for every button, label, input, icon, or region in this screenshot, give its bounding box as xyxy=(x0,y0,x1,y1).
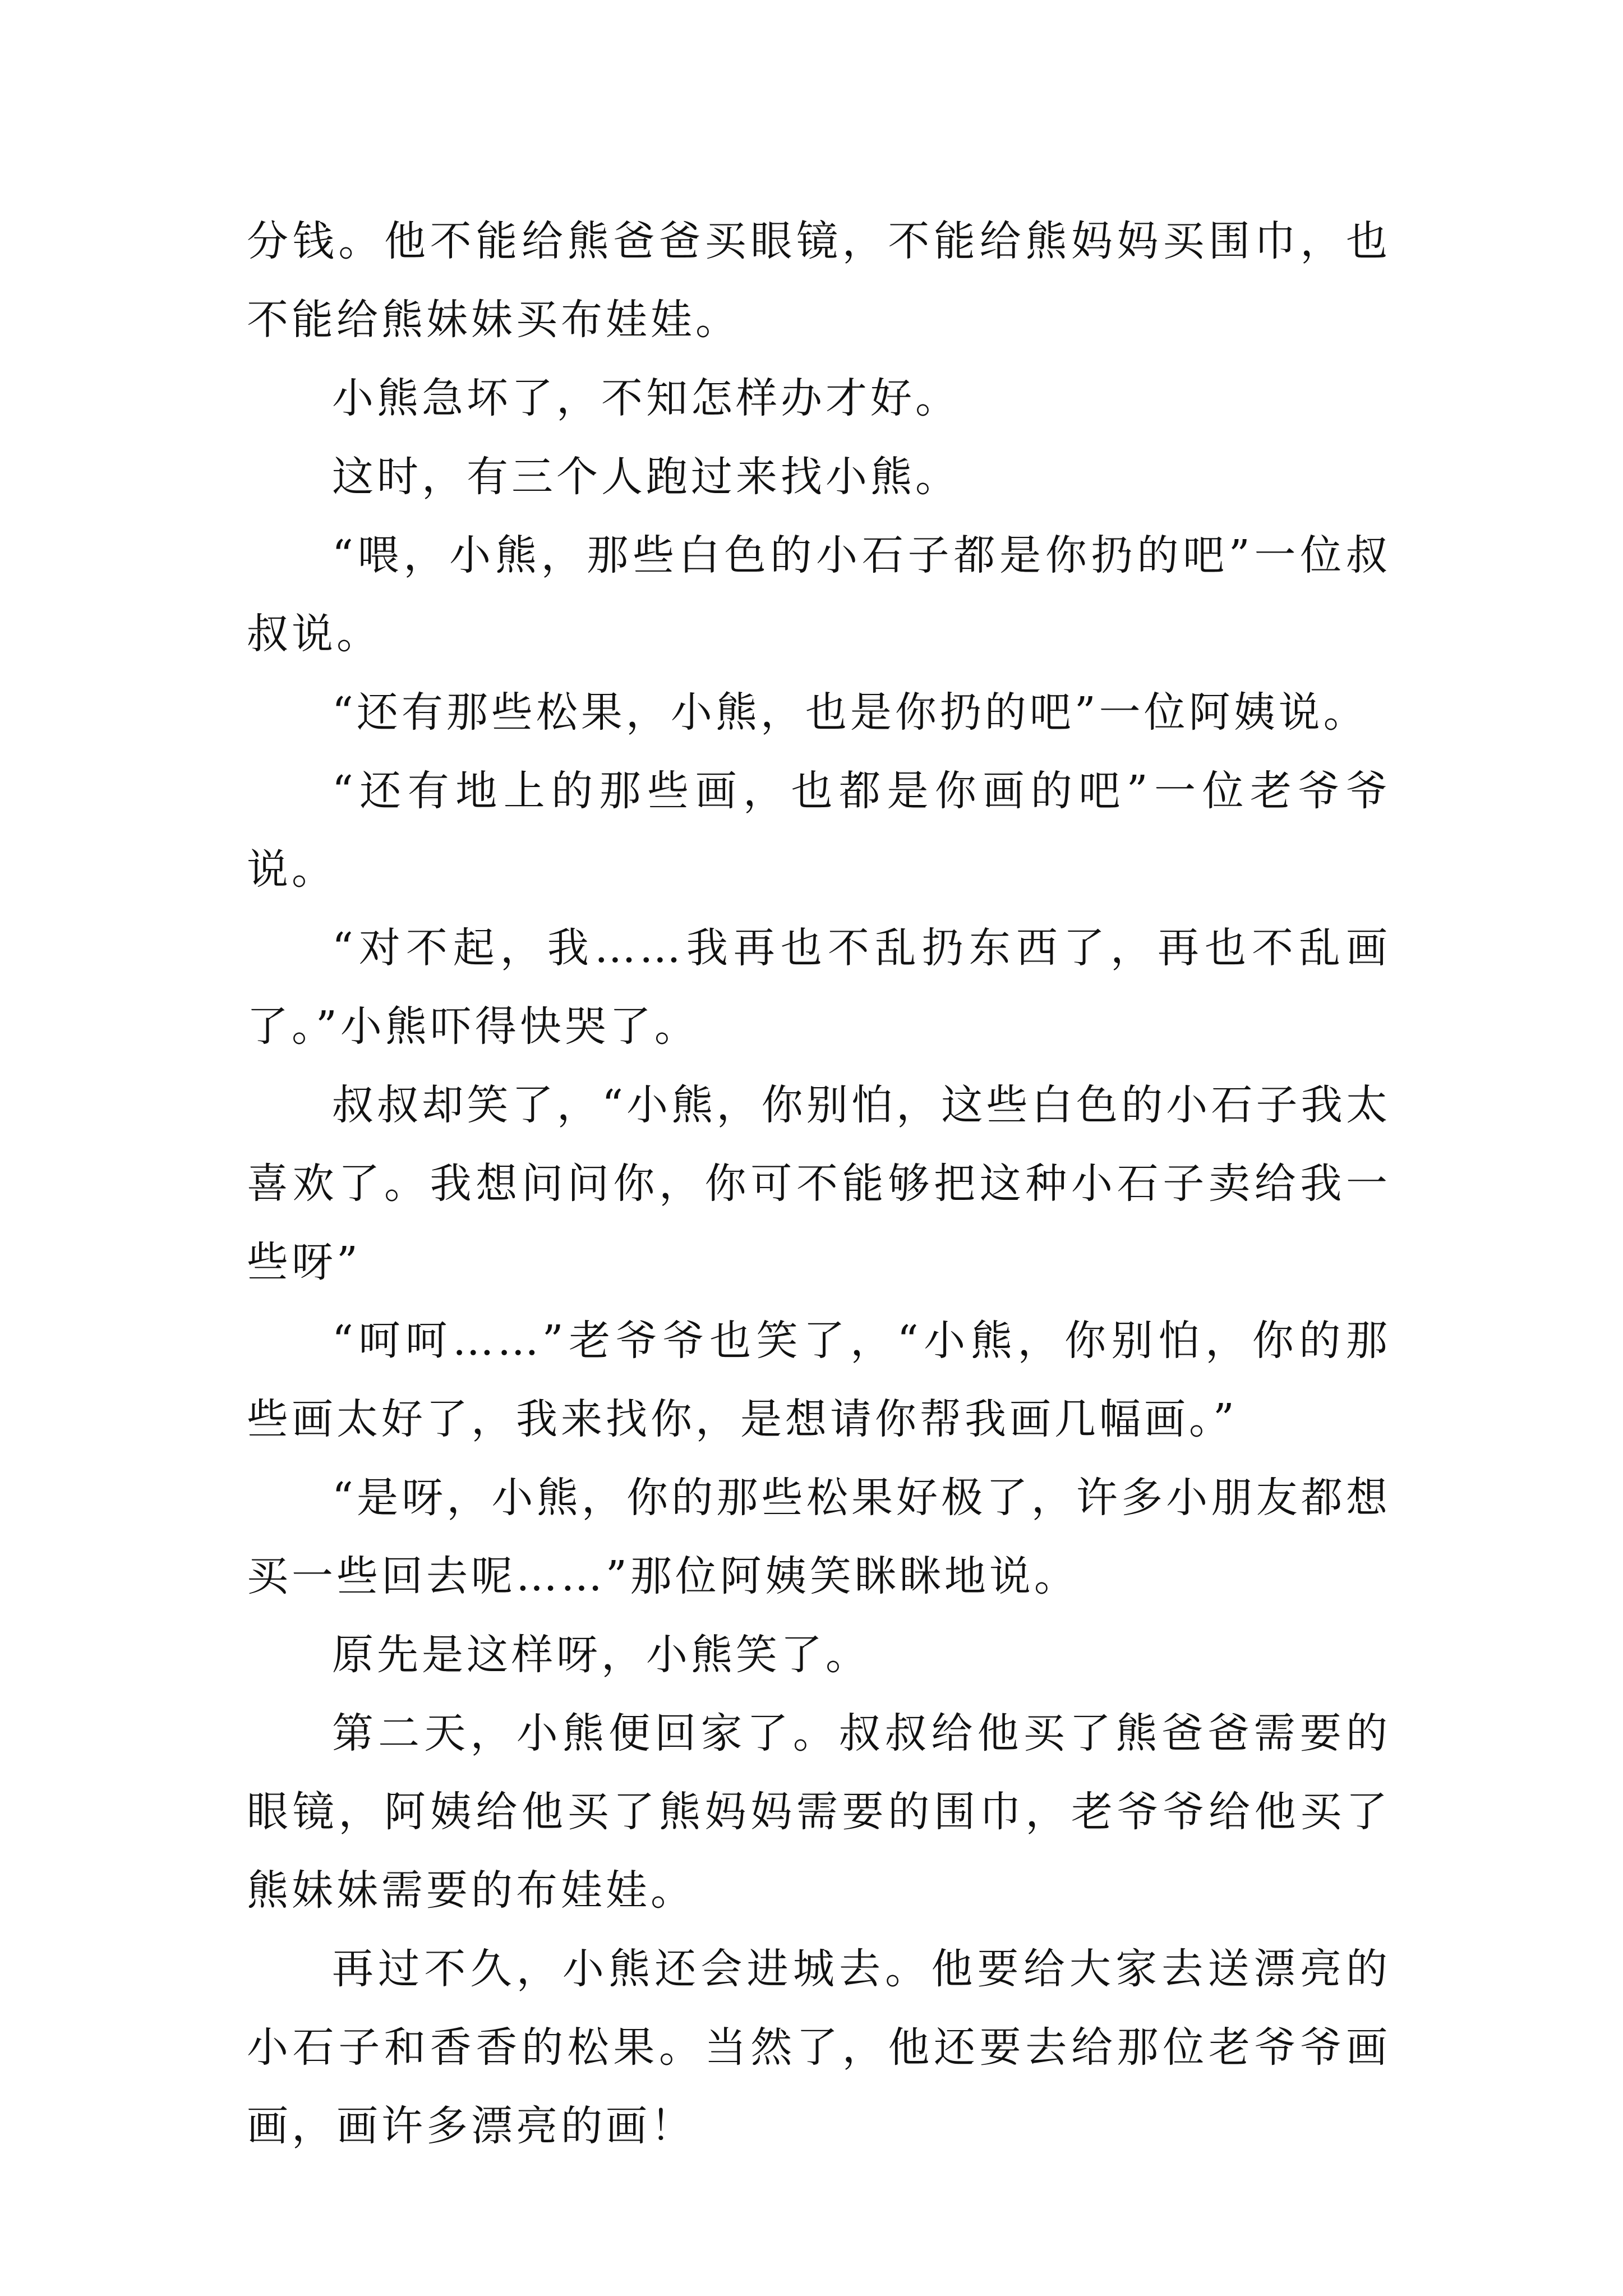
paragraph-13: 再过不久，小熊还会进城去。他要给大家去送漂亮的小石子和香香的松果。当然了，他还要去给那位老爷爷画画，画许多漂亮的画！ xyxy=(247,1945,1391,2150)
paragraph-4: “喂，小熊，那些白色的小石子都是你扔的吧”一位叔叔说。 xyxy=(247,531,1391,658)
paragraph-8: 叔叔却笑了，“小熊，你别怕，这些白色的小石子我太喜欢了。我想问问你，你可不能够把这种小石子卖给我一些呀” xyxy=(247,1081,1391,1286)
paragraph-12: 第二天，小熊便回家了。叔叔给他买了熊爸爸需要的眼镜，阿姨给他买了熊妈妈需要的围巾，老爷爷给他买了熊妹妹需要的布娃娃。 xyxy=(247,1709,1391,1915)
paragraph-11: 原先是这样呀，小熊笑了。 xyxy=(332,1631,870,1679)
paragraph-9: “呵呵……”老爷爷也笑了，“小熊，你别怕，你的那些画太好了，我来找你，是想请你帮我画几幅画。” xyxy=(247,1317,1391,1443)
paragraph-6: “还有地上的那些画，也都是你画的吧”一位老爷爷说。 xyxy=(247,767,1391,894)
paragraph-5: “还有那些松果，小熊，也是你扔的吧”一位阿姨说。 xyxy=(332,688,1368,737)
paragraph-10: “是呀，小熊，你的那些松果好极了，许多小朋友都想买一些回去呢……”那位阿姨笑眯眯地说。 xyxy=(247,1474,1391,1600)
paragraph-7: “对不起，我……我再也不乱扔东西了，再也不乱画了。”小熊吓得快哭了。 xyxy=(247,924,1391,1051)
story-text xyxy=(247,202,1391,2165)
paragraph-2: 小熊急坏了，不知怎样办才好。 xyxy=(332,374,960,422)
paragraph-3: 这时，有三个人跑过来找小熊。 xyxy=(332,453,960,501)
paragraph-1: 分钱。他不能给熊爸爸买眼镜，不能给熊妈妈买围巾，也不能给熊妹妹买布娃娃。 xyxy=(247,217,1391,344)
